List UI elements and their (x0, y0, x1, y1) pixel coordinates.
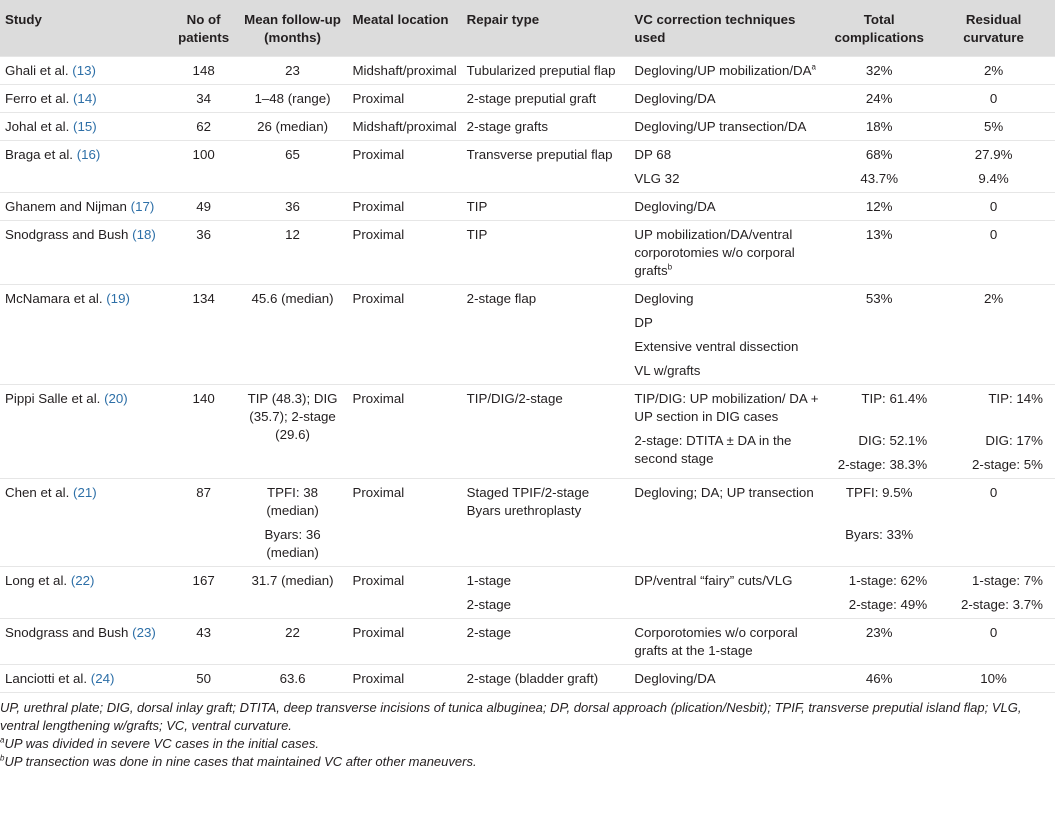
followup-cell: 12 (238, 221, 348, 285)
patients-cell: 148 (170, 57, 238, 85)
patients-cell: 134 (170, 285, 238, 385)
repair-cell: 2-stage flap (462, 285, 630, 385)
header-patients: No of patients (170, 0, 238, 57)
study-cell: Braga et al. (16) (0, 141, 170, 193)
residual-cell: 0 (932, 85, 1055, 113)
complications-cell: 32% (826, 57, 932, 85)
followup-cell: 65 (238, 141, 348, 193)
reference-link[interactable]: (21) (73, 485, 97, 500)
complications-cell: 24% (826, 85, 932, 113)
table-row (0, 113, 1055, 141)
meatal-cell: Proximal (347, 665, 461, 693)
vc-cell: UP mobilization/DA/ventral corporotomies w/o corporal grafts$^b$ (629, 221, 826, 285)
residual-cell: TIP: 14% DIG: 17% 2-stage: 5% (932, 385, 1055, 479)
reference-link[interactable]: (14) (73, 91, 97, 106)
followup-cell: TIP (48.3); DIG (35.7); 2-stage (29.6) (238, 385, 348, 479)
repair-cell: TIP (462, 193, 630, 221)
repair-cell: 1-stage 2-stage (462, 567, 630, 619)
repair-cell: 2-stage grafts (462, 113, 630, 141)
header-meatal: Meatal location (347, 0, 461, 57)
followup-cell: 23 (238, 57, 348, 85)
vc-cell: TIP/DIG: UP mobilization/ DA + UP section in DIG cases 2-stage: DTITA ± DA in the second stage (629, 385, 826, 479)
table-row (0, 85, 1055, 113)
patients-cell: 62 (170, 113, 238, 141)
table-row (0, 385, 1055, 479)
meatal-cell: Midshaft/proximal (347, 57, 461, 85)
study-cell: McNamara et al. (19) (0, 285, 170, 385)
followup-cell: 36 (238, 193, 348, 221)
reference-link[interactable]: (20) (104, 391, 128, 406)
meatal-cell: Proximal (347, 193, 461, 221)
residual-cell: 10% (932, 665, 1055, 693)
followup-cell: 63.6 (238, 665, 348, 693)
followup-cell: 22 (238, 619, 348, 665)
repair-cell: 2-stage (bladder graft) (462, 665, 630, 693)
meatal-cell: Proximal (347, 619, 461, 665)
repair-cell: Transverse preputial flap (462, 141, 630, 193)
residual-cell: 27.9% 9.4% (932, 141, 1055, 193)
reference-link[interactable]: (22) (70, 573, 95, 588)
footnote-marker: a (811, 62, 816, 72)
table-row (0, 567, 1055, 619)
followup-cell: 31.7 (median) (238, 567, 348, 619)
patients-cell: 140 (170, 385, 238, 479)
vc-cell: Degloving DP Extensive ventral dissection VL w/grafts (629, 285, 826, 385)
repair-cell: 2-stage preputial graft (462, 85, 630, 113)
abbreviations-note: UP, urethral plate; DIG, dorsal inlay graft; DTITA, deep transverse incisions of tunica albuginea; DP, dorsal approach (plication/Nesbit); TPIF, transverse preputial island flap; VLG, ventral lengthening w/grafts; VC, ventral curvature. (0, 700, 1022, 733)
complications-cell: 18% (826, 113, 932, 141)
header-row (0, 0, 1055, 57)
table-row (0, 193, 1055, 221)
residual-cell: 0 (932, 479, 1055, 567)
patients-cell: 49 (170, 193, 238, 221)
meatal-cell: Proximal (347, 221, 461, 285)
vc-cell: Degloving; DA; UP transection (629, 479, 826, 567)
vc-cell: DP/ventral “fairy” cuts/VLG (629, 567, 826, 619)
reference-link[interactable]: (19) (106, 291, 130, 306)
footnote-a: $^a$UP was divided in severe VC cases in the initial cases. (0, 735, 320, 751)
complications-cell: 1-stage: 62% 2-stage: 49% (826, 567, 932, 619)
repair-cell: Tubularized preputial flap (462, 57, 630, 85)
study-cell: Pippi Salle et al. (20) (0, 385, 170, 479)
meatal-cell: Midshaft/proximal (347, 113, 461, 141)
study-cell: Johal et al. (15) (0, 113, 170, 141)
residual-cell: 0 (932, 221, 1055, 285)
complications-cell: TPFI: 9.5% Byars: 33% (826, 479, 932, 567)
complications-cell: 13% (826, 221, 932, 285)
complications-cell: 23% (826, 619, 932, 665)
study-cell: Long et al. (22) (0, 567, 170, 619)
patients-cell: 43 (170, 619, 238, 665)
header-complications: Total complications (826, 0, 932, 57)
reference-link[interactable]: (16) (76, 147, 101, 162)
header-vc: VC correction techniques used (629, 0, 826, 57)
meatal-cell: Proximal (347, 385, 461, 479)
complications-cell: TIP: 61.4% DIG: 52.1% 2-stage: 38.3% (826, 385, 932, 479)
vc-cell: DP 68 VLG 32 (629, 141, 826, 193)
reference-link[interactable]: (13) (72, 63, 96, 78)
repair-cell: TIP/DIG/2-stage (462, 385, 630, 479)
study-cell: Chen et al. (21) (0, 479, 170, 567)
vc-cell: Degloving/UP transection/DA (629, 113, 826, 141)
patients-cell: 36 (170, 221, 238, 285)
meatal-cell: Proximal (347, 141, 461, 193)
reference-link[interactable]: (17) (130, 199, 155, 214)
vc-cell: Degloving/UP mobilization/$DA^a$ (629, 57, 826, 85)
reference-link[interactable]: (23) (132, 625, 156, 640)
complications-cell: 46% (826, 665, 932, 693)
meatal-cell: Proximal (347, 567, 461, 619)
meatal-cell: Proximal (347, 285, 461, 385)
footnote-b: $^b$UP transection was done in nine cases that maintained VC after other maneuvers. (0, 753, 477, 769)
residual-cell: 2% (932, 285, 1055, 385)
followup-cell: 26 (median) (238, 113, 348, 141)
complications-cell: 53% (826, 285, 932, 385)
patients-cell: 167 (170, 567, 238, 619)
table-row (0, 57, 1055, 85)
vc-cell: Degloving/DA (629, 665, 826, 693)
header-repair: Repair type (462, 0, 630, 57)
repair-cell: TIP (462, 221, 630, 285)
followup-cell: 45.6 (median) (238, 285, 348, 385)
patients-cell: 50 (170, 665, 238, 693)
followup-cell: TPFI: 38 (median) Byars: 36 (median) (238, 479, 348, 567)
reference-link[interactable]: (18) (132, 227, 156, 242)
complications-cell: 12% (826, 193, 932, 221)
table-row (0, 665, 1055, 693)
header-residual: Residual curvature (932, 0, 1055, 57)
vc-cell: Corporotomies w/o corporal grafts at the 1-stage (629, 619, 826, 665)
followup-cell: 1–48 (range) (238, 85, 348, 113)
header-study: Study (0, 0, 170, 57)
residual-cell: 0 (932, 619, 1055, 665)
reference-link[interactable]: (24) (90, 671, 115, 686)
repair-cell: 2-stage (462, 619, 630, 665)
study-cell: Ghanem and Nijman (17) (0, 193, 170, 221)
study-cell: Snodgrass and Bush (23) (0, 619, 170, 665)
complications-cell: 68% 43.7% (826, 141, 932, 193)
study-cell: Ghali et al. (13) (0, 57, 170, 85)
vc-cell: Degloving/DA (629, 193, 826, 221)
residual-cell: 1-stage: 7% 2-stage: 3.7% (932, 567, 1055, 619)
patients-cell: 87 (170, 479, 238, 567)
study-cell: Ferro et al. (14) (0, 85, 170, 113)
footnote-marker: b (667, 262, 673, 272)
residual-cell: 5% (932, 113, 1055, 141)
study-cell: Snodgrass and Bush (18) (0, 221, 170, 285)
patients-cell: 34 (170, 85, 238, 113)
table-row (0, 141, 1055, 193)
residual-cell: 0 (932, 193, 1055, 221)
vc-cell: Degloving/DA (629, 85, 826, 113)
residual-cell: 2% (932, 57, 1055, 85)
table-row (0, 479, 1055, 567)
table-row (0, 619, 1055, 665)
repair-cell: Staged TPIF/2-stage Byars urethroplasty (462, 479, 630, 567)
table-row (0, 221, 1055, 285)
meatal-cell: Proximal (347, 85, 461, 113)
patients-cell: 100 (170, 141, 238, 193)
meatal-cell: Proximal (347, 479, 461, 567)
header-followup: Mean follow-up (months) (238, 0, 348, 57)
study-cell: Lanciotti et al. (24) (0, 665, 170, 693)
table-footnotes (0, 693, 1055, 771)
reference-link[interactable]: (15) (73, 119, 97, 134)
table-row (0, 285, 1055, 385)
